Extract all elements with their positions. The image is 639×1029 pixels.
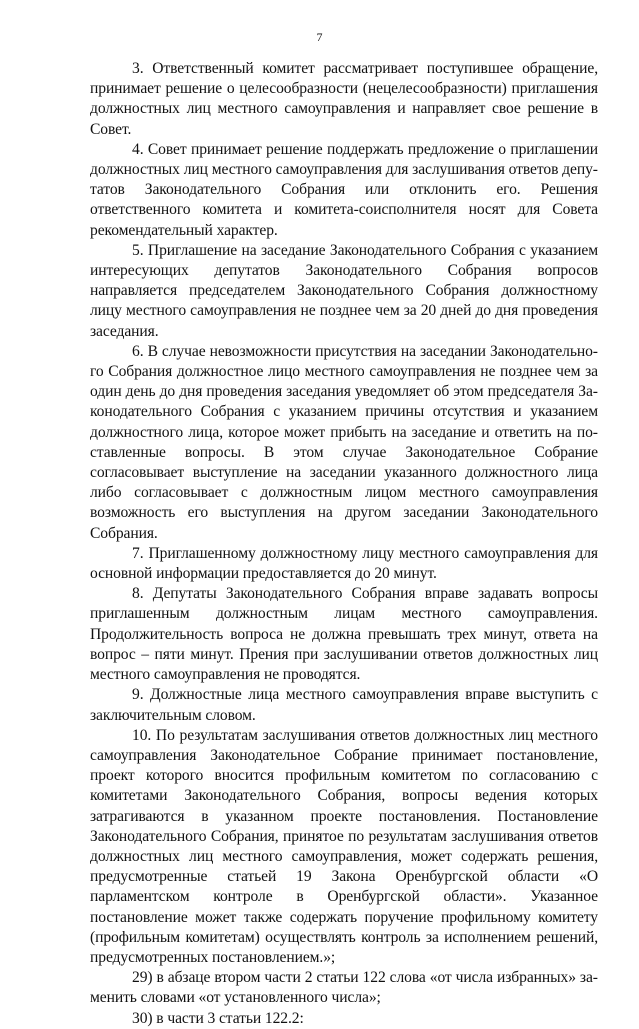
paragraph-7: 7. Приглашенному должностному лицу местного самоуправления для основной информации предоставляется до 20 минут. bbox=[90, 544, 598, 583]
paragraph-8: 8. Депутаты Законодательного Собрания вправе задавать вопросы приглашенным должностным лицам местного самоуправления. Продолжительность вопроса не должна превышать трех минут, ответа на вопрос – пяти минут. Прения при заслушивании ответов должностных лиц местного самоуправления не проводятся. bbox=[90, 585, 598, 684]
document-body bbox=[90, 59, 598, 1029]
page-number: 7 bbox=[316, 30, 323, 44]
paragraph-10: 10. По результатам заслушивания ответов должностных лиц местного самоуправления Законодательное Собрание принимает постановление, проект которого вносится профильным комитетом по согласованию с комитетами Законодательного Собрания, вопросы ведения которых затрагиваются в указанном проекте постановления. Постановление Законодательного Собрания, принятое по результатам заслушивания ответов должностных лиц местного самоуправления, может содержать решения, предусмотренные статьей 19 Закона Оренбургской области «О парламентском контроле в Оренбургской области». Указанное постановление может также содержать поручение профильному комитету (профильным комитетам) осуществлять контроль за исполнением решений, предусмотренных постановлением.»; bbox=[90, 726, 598, 966]
paragraph-3: 3. Ответственный комитет рассматривает поступившее обращение, принимает решение о целесообразности (нецелесообразности) приглашения должностных лиц местного самоуправления и направляет свое решение в Совет. bbox=[90, 60, 598, 138]
paragraph-4: 4. Совет принимает решение поддержать предложение о приглашении должностных лиц местного самоуправления для заслушивания ответов депутатов Законодательного Собрания или отклонить его. Решения ответственного комитета и комитета-соисполнителя носят для Совета рекомендательный характер. bbox=[90, 140, 598, 239]
amendment-29: 29) в абзаце втором части 2 статьи 122 слова «от числа избранных» заменить словами «от установленного числа»; bbox=[90, 969, 598, 1007]
paragraph-9: 9. Должностные лица местного самоуправления вправе выступить с заключительным словом. bbox=[90, 686, 598, 724]
paragraph-5: 5. Приглашение на заседание Законодательного Собрания с указанием интересующих депутатов Законодательного Собрания вопросов направляется председателем Законодательного Собрания должностному лицу местного самоуправления не позднее чем за 20 дней до дня проведения заседания. bbox=[90, 241, 598, 340]
paragraph-6: 6. В случае невозможности присутствия на заседании Законодательного Собрания должностное лицо местного самоуправления не позднее чем за один день до дня проведения заседания уведомляет об этом председателя Законодательного Собрания с указанием причины отсутствия и указанием должностного лица, которое может прибыть на заседание и ответить на поставленные вопросы. В этом случае Законодательное Собрание согласовывает выступление на заседании указанного должностного лица либо согласовывает с должностным лицом местного самоуправления возможность его выступления на другом заседании Законодательного Собрания. bbox=[90, 342, 598, 542]
amendment-30: 30) в части 3 статьи 122.2: bbox=[132, 1009, 304, 1027]
